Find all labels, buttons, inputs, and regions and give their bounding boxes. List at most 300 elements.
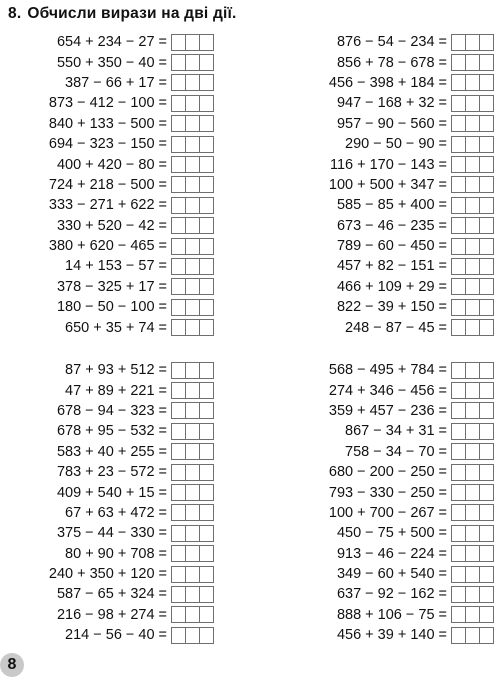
equals-sign: = xyxy=(438,299,447,316)
answer-boxes[interactable] xyxy=(171,382,214,399)
answer-boxes[interactable] xyxy=(171,156,214,173)
equals-sign: = xyxy=(158,362,167,379)
expression-text: 87 + 93 + 512 xyxy=(65,362,155,379)
expression-text: 116 + 170 − 143 xyxy=(329,156,435,173)
equals-sign: = xyxy=(438,115,447,132)
answer-boxes[interactable] xyxy=(451,402,494,419)
answer-digit-cell[interactable] xyxy=(452,628,466,643)
answer-boxes[interactable] xyxy=(451,278,494,295)
answer-boxes[interactable] xyxy=(171,525,214,542)
expression-text: 568 − 495 + 784 xyxy=(328,362,435,379)
page-number-badge xyxy=(0,653,24,677)
answer-digit-cell[interactable] xyxy=(466,526,480,541)
answer-digit-cell[interactable] xyxy=(466,587,480,602)
answer-boxes[interactable] xyxy=(451,217,494,234)
answer-digit-cell[interactable] xyxy=(452,279,466,294)
answer-digit-cell[interactable] xyxy=(452,424,466,439)
answer-boxes[interactable] xyxy=(171,627,214,644)
answer-digit-cell[interactable] xyxy=(172,567,186,582)
expression-row xyxy=(282,297,494,317)
answer-digit-cell[interactable] xyxy=(480,157,493,172)
answer-digit-cell[interactable] xyxy=(186,465,200,480)
answer-digit-cell[interactable] xyxy=(466,465,480,480)
answer-digit-cell[interactable] xyxy=(466,35,480,50)
answer-digit-cell[interactable] xyxy=(480,75,493,90)
answer-digit-cell[interactable] xyxy=(466,75,480,90)
answer-digit-cell[interactable] xyxy=(480,279,493,294)
answer-digit-cell[interactable] xyxy=(452,300,466,315)
answer-digit-cell[interactable] xyxy=(466,546,480,561)
answer-digit-cell[interactable] xyxy=(200,587,213,602)
answer-digit-cell[interactable] xyxy=(466,505,480,520)
answer-digit-cell[interactable] xyxy=(466,383,480,398)
answer-digit-cell[interactable] xyxy=(200,403,213,418)
answer-boxes[interactable] xyxy=(171,606,214,623)
answer-digit-cell[interactable] xyxy=(186,424,200,439)
answer-digit-cell[interactable] xyxy=(186,96,200,111)
answer-digit-cell[interactable] xyxy=(480,55,493,70)
answer-digit-cell[interactable] xyxy=(480,485,493,500)
answer-boxes[interactable] xyxy=(171,115,214,132)
answer-digit-cell[interactable] xyxy=(172,363,186,378)
answer-digit-cell[interactable] xyxy=(172,465,186,480)
answer-digit-cell[interactable] xyxy=(186,587,200,602)
answer-digit-cell[interactable] xyxy=(172,96,186,111)
answer-digit-cell[interactable] xyxy=(200,320,213,335)
answer-digit-cell[interactable] xyxy=(452,218,466,233)
expression-text: 876 − 54 − 234 xyxy=(336,34,435,51)
equals-sign: = xyxy=(438,566,447,583)
answer-digit-cell[interactable] xyxy=(480,587,493,602)
equals-sign: = xyxy=(438,586,447,603)
expression-text: 888 + 106 − 75 xyxy=(336,606,435,623)
answer-digit-cell[interactable] xyxy=(186,320,200,335)
answer-digit-cell[interactable] xyxy=(172,116,186,131)
answer-digit-cell[interactable] xyxy=(186,383,200,398)
answer-digit-cell[interactable] xyxy=(452,526,466,541)
answer-digit-cell[interactable] xyxy=(186,403,200,418)
answer-digit-cell[interactable] xyxy=(172,526,186,541)
answer-digit-cell[interactable] xyxy=(452,363,466,378)
answer-digit-cell[interactable] xyxy=(172,218,186,233)
answer-digit-cell[interactable] xyxy=(480,218,493,233)
expression-text: 873 − 412 − 100 xyxy=(48,95,155,112)
equals-sign: = xyxy=(158,627,167,644)
expression-row xyxy=(282,114,494,134)
answer-digit-cell[interactable] xyxy=(200,465,213,480)
answer-digit-cell[interactable] xyxy=(186,218,200,233)
answer-digit-cell[interactable] xyxy=(466,279,480,294)
answer-digit-cell[interactable] xyxy=(480,546,493,561)
expression-text: 290 − 50 − 90 xyxy=(345,136,435,153)
answer-digit-cell[interactable] xyxy=(200,75,213,90)
expression-text: 867 − 34 + 31 xyxy=(345,423,435,440)
answer-boxes[interactable] xyxy=(171,217,214,234)
answer-digit-cell[interactable] xyxy=(172,628,186,643)
expression-row xyxy=(282,503,494,523)
equals-sign: = xyxy=(438,362,447,379)
expression-row xyxy=(8,175,214,195)
expression-row xyxy=(8,544,214,564)
answer-digit-cell[interactable] xyxy=(200,526,213,541)
answer-boxes[interactable] xyxy=(451,299,494,316)
answer-digit-cell[interactable] xyxy=(480,320,493,335)
answer-digit-cell[interactable] xyxy=(466,567,480,582)
answer-digit-cell[interactable] xyxy=(186,137,200,152)
answer-digit-cell[interactable] xyxy=(186,35,200,50)
equals-sign: = xyxy=(438,136,447,153)
answer-digit-cell[interactable] xyxy=(200,300,213,315)
equals-sign: = xyxy=(438,74,447,91)
answer-boxes[interactable] xyxy=(451,525,494,542)
answer-digit-cell[interactable] xyxy=(452,137,466,152)
answer-digit-cell[interactable] xyxy=(466,300,480,315)
answer-digit-cell[interactable] xyxy=(186,628,200,643)
answer-digit-cell[interactable] xyxy=(480,137,493,152)
answer-digit-cell[interactable] xyxy=(452,587,466,602)
expression-row xyxy=(282,256,494,276)
answer-digit-cell[interactable] xyxy=(466,259,480,274)
answer-boxes[interactable] xyxy=(171,54,214,71)
answer-digit-cell[interactable] xyxy=(452,116,466,131)
answer-digit-cell[interactable] xyxy=(200,424,213,439)
answer-digit-cell[interactable] xyxy=(466,239,480,254)
answer-digit-cell[interactable] xyxy=(186,526,200,541)
answer-boxes[interactable] xyxy=(171,238,214,255)
answer-digit-cell[interactable] xyxy=(480,607,493,622)
answer-digit-cell[interactable] xyxy=(452,465,466,480)
answer-boxes[interactable] xyxy=(451,586,494,603)
equals-sign: = xyxy=(438,258,447,275)
answer-digit-cell[interactable] xyxy=(452,157,466,172)
answer-digit-cell[interactable] xyxy=(466,157,480,172)
answer-boxes[interactable] xyxy=(171,484,214,501)
answer-boxes[interactable] xyxy=(171,402,214,419)
answer-digit-cell[interactable] xyxy=(480,403,493,418)
answer-boxes[interactable] xyxy=(171,95,214,112)
answer-boxes[interactable] xyxy=(171,423,214,440)
answer-digit-cell[interactable] xyxy=(172,587,186,602)
exercise-instruction: Обчисли вирази на дві дії. xyxy=(27,5,237,22)
answer-boxes[interactable] xyxy=(451,115,494,132)
answer-digit-cell[interactable] xyxy=(186,116,200,131)
answer-digit-cell[interactable] xyxy=(480,567,493,582)
answer-digit-cell[interactable] xyxy=(200,546,213,561)
answer-digit-cell[interactable] xyxy=(452,198,466,213)
expression-row xyxy=(282,605,494,625)
answer-digit-cell[interactable] xyxy=(452,567,466,582)
answer-digit-cell[interactable] xyxy=(480,116,493,131)
equals-sign: = xyxy=(158,278,167,295)
expression-text: 457 + 82 − 151 xyxy=(336,258,435,275)
answer-boxes[interactable] xyxy=(451,54,494,71)
answer-digit-cell[interactable] xyxy=(186,485,200,500)
answer-digit-cell[interactable] xyxy=(466,363,480,378)
answer-digit-cell[interactable] xyxy=(172,383,186,398)
answer-boxes[interactable] xyxy=(451,156,494,173)
answer-boxes[interactable] xyxy=(451,606,494,623)
answer-digit-cell[interactable] xyxy=(200,55,213,70)
answer-digit-cell[interactable] xyxy=(172,300,186,315)
answer-digit-cell[interactable] xyxy=(480,363,493,378)
answer-boxes[interactable] xyxy=(451,484,494,501)
answer-digit-cell[interactable] xyxy=(200,279,213,294)
answer-digit-cell[interactable] xyxy=(480,96,493,111)
answer-digit-cell[interactable] xyxy=(452,55,466,70)
expression-row xyxy=(282,93,494,113)
expression-row xyxy=(282,584,494,604)
answer-boxes[interactable] xyxy=(451,34,494,51)
answer-digit-cell[interactable] xyxy=(200,198,213,213)
expression-row xyxy=(282,421,494,441)
answer-digit-cell[interactable] xyxy=(480,383,493,398)
answer-digit-cell[interactable] xyxy=(452,403,466,418)
expression-text: 333 − 271 + 622 xyxy=(48,197,155,214)
answer-digit-cell[interactable] xyxy=(200,628,213,643)
answer-digit-cell[interactable] xyxy=(200,35,213,50)
answer-digit-cell[interactable] xyxy=(172,607,186,622)
answer-digit-cell[interactable] xyxy=(480,526,493,541)
answer-digit-cell[interactable] xyxy=(172,485,186,500)
answer-digit-cell[interactable] xyxy=(172,198,186,213)
answer-boxes[interactable] xyxy=(171,566,214,583)
answer-digit-cell[interactable] xyxy=(186,259,200,274)
answer-digit-cell[interactable] xyxy=(200,116,213,131)
equals-sign: = xyxy=(438,525,447,542)
answer-digit-cell[interactable] xyxy=(466,96,480,111)
answer-digit-cell[interactable] xyxy=(200,259,213,274)
answer-digit-cell[interactable] xyxy=(186,55,200,70)
answer-boxes[interactable] xyxy=(451,258,494,275)
equals-sign: = xyxy=(158,217,167,234)
answer-digit-cell[interactable] xyxy=(466,55,480,70)
answer-boxes[interactable] xyxy=(171,136,214,153)
answer-digit-cell[interactable] xyxy=(452,444,466,459)
answer-digit-cell[interactable] xyxy=(452,35,466,50)
answer-digit-cell[interactable] xyxy=(172,279,186,294)
answer-digit-cell[interactable] xyxy=(200,567,213,582)
answer-digit-cell[interactable] xyxy=(200,383,213,398)
answer-digit-cell[interactable] xyxy=(172,444,186,459)
expression-text: 378 − 325 + 17 xyxy=(56,278,155,295)
expression-row xyxy=(282,236,494,256)
answer-digit-cell[interactable] xyxy=(452,75,466,90)
answer-digit-cell[interactable] xyxy=(172,505,186,520)
answer-boxes[interactable] xyxy=(451,95,494,112)
expression-row xyxy=(282,73,494,93)
answer-digit-cell[interactable] xyxy=(480,424,493,439)
answer-digit-cell[interactable] xyxy=(200,218,213,233)
equals-sign: = xyxy=(438,504,447,521)
answer-digit-cell[interactable] xyxy=(452,505,466,520)
expression-text: 550 + 350 − 40 xyxy=(56,54,155,71)
answer-boxes[interactable] xyxy=(451,566,494,583)
expression-row xyxy=(8,93,214,113)
answer-digit-cell[interactable] xyxy=(172,239,186,254)
answer-boxes[interactable] xyxy=(171,258,214,275)
answer-boxes[interactable] xyxy=(171,464,214,481)
equals-sign: = xyxy=(438,176,447,193)
answer-boxes[interactable] xyxy=(451,74,494,91)
expression-row xyxy=(8,625,214,645)
answer-digit-cell[interactable] xyxy=(452,546,466,561)
answer-boxes[interactable] xyxy=(171,443,214,460)
answer-digit-cell[interactable] xyxy=(466,116,480,131)
answer-boxes[interactable] xyxy=(451,362,494,379)
answer-digit-cell[interactable] xyxy=(480,177,493,192)
answer-boxes[interactable] xyxy=(171,74,214,91)
answer-digit-cell[interactable] xyxy=(186,444,200,459)
equals-sign: = xyxy=(438,545,447,562)
answer-digit-cell[interactable] xyxy=(480,300,493,315)
answer-digit-cell[interactable] xyxy=(172,424,186,439)
equals-sign: = xyxy=(158,423,167,440)
answer-boxes[interactable] xyxy=(451,176,494,193)
answer-digit-cell[interactable] xyxy=(200,177,213,192)
answer-digit-cell[interactable] xyxy=(466,137,480,152)
answer-digit-cell[interactable] xyxy=(186,239,200,254)
expression-row xyxy=(8,52,214,72)
answer-boxes[interactable] xyxy=(451,443,494,460)
answer-digit-cell[interactable] xyxy=(172,75,186,90)
answer-digit-cell[interactable] xyxy=(466,218,480,233)
answer-boxes[interactable] xyxy=(451,136,494,153)
answer-boxes[interactable] xyxy=(171,197,214,214)
equals-sign: = xyxy=(438,34,447,51)
answer-boxes[interactable] xyxy=(451,423,494,440)
answer-digit-cell[interactable] xyxy=(186,505,200,520)
answer-digit-cell[interactable] xyxy=(186,198,200,213)
answer-boxes[interactable] xyxy=(171,586,214,603)
expression-text: 330 + 520 − 42 xyxy=(56,217,155,234)
answer-digit-cell[interactable] xyxy=(186,157,200,172)
answer-digit-cell[interactable] xyxy=(480,444,493,459)
answer-digit-cell[interactable] xyxy=(200,96,213,111)
answer-digit-cell[interactable] xyxy=(480,35,493,50)
expression-row xyxy=(8,297,214,317)
equals-sign: = xyxy=(438,54,447,71)
answer-digit-cell[interactable] xyxy=(200,239,213,254)
expression-text: 587 − 65 + 324 xyxy=(56,586,155,603)
answer-digit-cell[interactable] xyxy=(186,279,200,294)
answer-digit-cell[interactable] xyxy=(200,363,213,378)
answer-boxes[interactable] xyxy=(171,278,214,295)
expression-row xyxy=(8,605,214,625)
answer-digit-cell[interactable] xyxy=(172,35,186,50)
answer-boxes[interactable] xyxy=(171,176,214,193)
equals-sign: = xyxy=(158,54,167,71)
answer-digit-cell[interactable] xyxy=(186,300,200,315)
answer-boxes[interactable] xyxy=(171,34,214,51)
answer-digit-cell[interactable] xyxy=(480,628,493,643)
equals-sign: = xyxy=(158,586,167,603)
answer-digit-cell[interactable] xyxy=(466,198,480,213)
answer-digit-cell[interactable] xyxy=(172,55,186,70)
answer-digit-cell[interactable] xyxy=(466,628,480,643)
answer-boxes[interactable] xyxy=(171,362,214,379)
answer-digit-cell[interactable] xyxy=(172,157,186,172)
expression-row xyxy=(8,442,214,462)
answer-boxes[interactable] xyxy=(451,545,494,562)
equals-sign: = xyxy=(158,443,167,460)
equals-sign: = xyxy=(158,34,167,51)
answer-digit-cell[interactable] xyxy=(200,607,213,622)
answer-digit-cell[interactable] xyxy=(480,505,493,520)
answer-boxes[interactable] xyxy=(171,545,214,562)
answer-boxes[interactable] xyxy=(451,627,494,644)
answer-digit-cell[interactable] xyxy=(480,198,493,213)
answer-boxes[interactable] xyxy=(451,197,494,214)
answer-digit-cell[interactable] xyxy=(466,403,480,418)
answer-boxes[interactable] xyxy=(171,299,214,316)
answer-digit-cell[interactable] xyxy=(466,177,480,192)
answer-digit-cell[interactable] xyxy=(452,383,466,398)
answer-digit-cell[interactable] xyxy=(200,137,213,152)
answer-digit-cell[interactable] xyxy=(186,546,200,561)
answer-digit-cell[interactable] xyxy=(186,75,200,90)
answer-digit-cell[interactable] xyxy=(200,505,213,520)
answer-digit-cell[interactable] xyxy=(452,96,466,111)
answer-digit-cell[interactable] xyxy=(186,567,200,582)
answer-digit-cell[interactable] xyxy=(480,259,493,274)
answer-digit-cell[interactable] xyxy=(466,485,480,500)
expression-text: 466 + 109 + 29 xyxy=(336,278,435,295)
answer-digit-cell[interactable] xyxy=(172,320,186,335)
answer-digit-cell[interactable] xyxy=(186,363,200,378)
answer-digit-cell[interactable] xyxy=(452,239,466,254)
answer-boxes[interactable] xyxy=(451,238,494,255)
expression-row xyxy=(282,523,494,543)
answer-boxes[interactable] xyxy=(451,382,494,399)
expression-row xyxy=(8,360,214,380)
equals-sign: = xyxy=(158,382,167,399)
answer-digit-cell[interactable] xyxy=(480,465,493,480)
answer-digit-cell[interactable] xyxy=(172,546,186,561)
answer-boxes[interactable] xyxy=(451,464,494,481)
answer-boxes[interactable] xyxy=(171,504,214,521)
expression-text: 450 − 75 + 500 xyxy=(336,525,435,542)
answer-boxes[interactable] xyxy=(451,504,494,521)
answer-digit-cell[interactable] xyxy=(186,607,200,622)
answer-digit-cell[interactable] xyxy=(200,444,213,459)
answer-digit-cell[interactable] xyxy=(200,157,213,172)
answer-digit-cell[interactable] xyxy=(172,177,186,192)
answer-digit-cell[interactable] xyxy=(452,607,466,622)
expression-text: 456 − 398 + 184 xyxy=(328,74,435,91)
answer-digit-cell[interactable] xyxy=(172,403,186,418)
expression-row xyxy=(8,523,214,543)
answer-digit-cell[interactable] xyxy=(466,424,480,439)
answer-digit-cell[interactable] xyxy=(172,259,186,274)
equals-sign: = xyxy=(158,484,167,501)
expression-row xyxy=(282,175,494,195)
answer-digit-cell[interactable] xyxy=(452,177,466,192)
answer-digit-cell[interactable] xyxy=(466,320,480,335)
answer-digit-cell[interactable] xyxy=(186,177,200,192)
equals-sign: = xyxy=(438,382,447,399)
answer-digit-cell[interactable] xyxy=(452,259,466,274)
answer-digit-cell[interactable] xyxy=(200,485,213,500)
answer-digit-cell[interactable] xyxy=(452,485,466,500)
answer-digit-cell[interactable] xyxy=(466,607,480,622)
expression-text: 947 − 168 + 32 xyxy=(336,95,435,112)
answer-boxes[interactable] xyxy=(171,319,214,336)
answer-digit-cell[interactable] xyxy=(466,444,480,459)
answer-digit-cell[interactable] xyxy=(452,320,466,335)
answer-digit-cell[interactable] xyxy=(480,239,493,254)
answer-digit-cell[interactable] xyxy=(172,137,186,152)
answer-boxes[interactable] xyxy=(451,319,494,336)
